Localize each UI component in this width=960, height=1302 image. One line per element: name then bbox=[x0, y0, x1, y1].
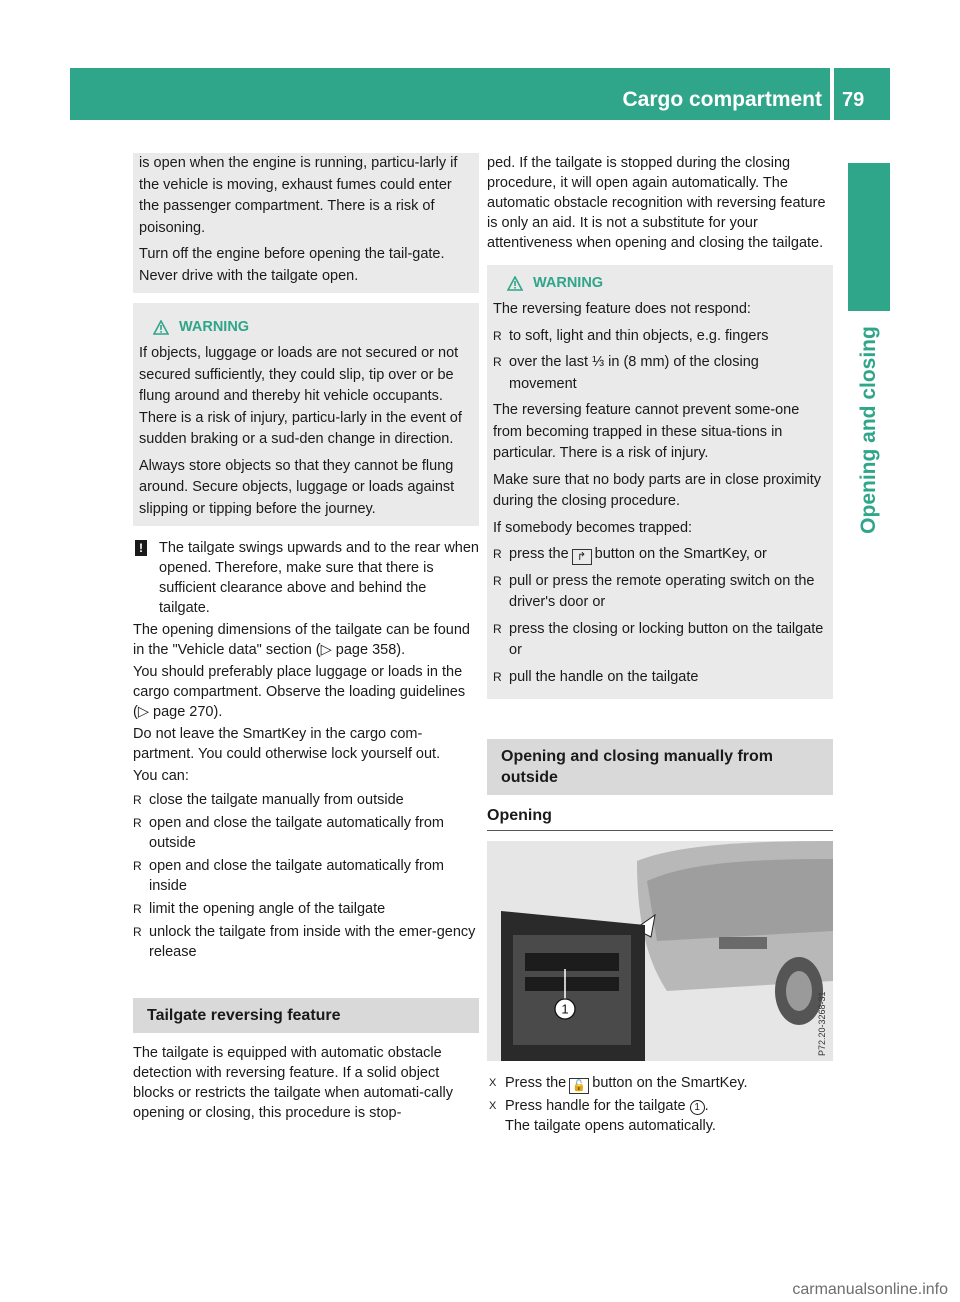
warning-paragraph: If somebody becomes trapped: bbox=[493, 519, 693, 536]
section-heading: Tailgate reversing feature bbox=[133, 998, 479, 1033]
bullet-mark: R bbox=[133, 816, 142, 830]
warning-title: WARNING bbox=[179, 319, 250, 335]
bullet-mark: R bbox=[493, 547, 502, 561]
warning-paragraph: is open when the engine is running, particu-larly if the vehicle is moving, exhaust fumes could enter the passenger compartment. There is a risk of poisoning. bbox=[139, 155, 458, 236]
step-text: Press the bbox=[505, 1075, 567, 1091]
body-paragraph: ped. If the tailgate is stopped during the closing procedure, it will open again automatically. The automatic obstacle recognition with reversing feature is only an aid. It is not a substitute for your attentiveness when opening and closing the tailgate. bbox=[487, 155, 826, 251]
page-number: 79 bbox=[842, 89, 865, 111]
options-list bbox=[133, 790, 479, 962]
warning-paragraph: Make sure that no body parts are in close proximity during the closing procedure. bbox=[493, 471, 822, 509]
list-item-text: open and close the tailgate automatically from inside bbox=[149, 858, 445, 894]
list-item-text: press the bbox=[509, 546, 569, 562]
step-mark: X bbox=[489, 1100, 497, 1112]
tailgate-handle-figure bbox=[487, 841, 833, 1061]
side-tab-label: Opening and closing bbox=[857, 326, 880, 534]
bullet-mark: R bbox=[133, 793, 142, 807]
note-block bbox=[133, 538, 479, 618]
bullet-mark: R bbox=[493, 328, 502, 343]
list-item bbox=[133, 856, 479, 896]
list-item-text: open and close the tailgate automatically from outside bbox=[149, 815, 445, 851]
list-item bbox=[493, 352, 827, 395]
body-paragraph: You can: bbox=[133, 768, 189, 784]
figure-callout-number: 1 bbox=[561, 1001, 569, 1017]
steps-list bbox=[487, 1073, 833, 1136]
bullet-mark: R bbox=[133, 902, 142, 916]
warning-paragraph: The reversing feature cannot prevent some-one from becoming trapped in these situa-tions in particular. There is a risk of injury. bbox=[493, 402, 800, 461]
warning-header bbox=[139, 317, 473, 337]
warning-title: WARNING bbox=[533, 275, 604, 291]
list-item-text: limit the opening angle of the tailgate bbox=[149, 901, 386, 917]
bullet-mark: R bbox=[493, 573, 502, 588]
header-separator bbox=[830, 68, 834, 120]
list-item-text: button on the SmartKey, or bbox=[594, 546, 767, 562]
step-mark: X bbox=[489, 1077, 497, 1089]
warning-triangle-icon bbox=[507, 276, 523, 291]
step-text: . bbox=[704, 1098, 709, 1114]
list-item-text: pull or press the remote operating switch on the driver's door or bbox=[509, 572, 815, 610]
left-column bbox=[133, 153, 479, 1123]
body-paragraph: The tailgate is equipped with automatic obstacle detection with reversing feature. If a solid object blocks or restricts the tailgate when automati-cally opening or closing, this procedure is stop- bbox=[133, 1045, 453, 1121]
step-item bbox=[487, 1096, 833, 1136]
list-item-text: unlock the tailgate from inside with the emer-gency release bbox=[149, 924, 476, 960]
note-text: The tailgate swings upwards and to the rear when opened. Therefore, make sure that there is sufficient clearance above and behind the tailgate. bbox=[159, 540, 479, 616]
warning-header bbox=[493, 273, 827, 293]
tailgate-button-icon: ↱ bbox=[572, 549, 592, 565]
bullet-mark: R bbox=[493, 669, 502, 684]
unlock-button-icon: 🔓 bbox=[569, 1078, 589, 1094]
step-text: Press handle for the tailgate bbox=[505, 1098, 686, 1114]
list-item-text: close the tailgate manually from outside bbox=[149, 792, 404, 808]
sub-heading: Opening bbox=[487, 805, 833, 831]
list-item-text: pull the handle on the tailgate bbox=[509, 668, 699, 685]
warning-box-continued bbox=[133, 153, 479, 293]
bullet-mark: R bbox=[493, 621, 502, 636]
list-item bbox=[133, 922, 479, 962]
callout-number-icon: 1 bbox=[690, 1100, 705, 1115]
warning-triangle-icon bbox=[153, 320, 169, 335]
list-item-text: over the last ⅓ in (8 mm) of the closing movement bbox=[509, 354, 759, 392]
warning-list bbox=[493, 326, 827, 396]
step-text: button on the SmartKey. bbox=[592, 1075, 748, 1091]
warning-box-objects bbox=[133, 303, 479, 526]
figure-code: P72.20-3268-31 bbox=[817, 991, 827, 1056]
body-paragraph: Do not leave the SmartKey in the cargo com-partment. You could otherwise lock yourself out. bbox=[133, 726, 441, 762]
trapped-list bbox=[493, 544, 827, 688]
exclamation-icon: ! bbox=[135, 540, 147, 556]
bullet-mark: R bbox=[133, 925, 142, 939]
section-heading: Opening and closing manually from outside bbox=[487, 739, 833, 795]
list-item-text: press the closing or locking button on the tailgate or bbox=[509, 620, 824, 658]
list-item bbox=[493, 571, 827, 614]
list-item bbox=[493, 667, 827, 689]
warning-box-reversing bbox=[487, 265, 833, 699]
list-item bbox=[493, 619, 827, 662]
list-item bbox=[133, 899, 479, 919]
list-item bbox=[493, 544, 827, 566]
step-item bbox=[487, 1073, 833, 1094]
warning-paragraph: Always store objects so that they cannot be flung around. Secure objects, luggage or loads against slipping or tipping before the journey. bbox=[139, 457, 455, 517]
bullet-mark: R bbox=[133, 859, 142, 873]
chapter-title: Cargo compartment bbox=[622, 88, 822, 111]
list-item bbox=[133, 790, 479, 810]
list-item bbox=[493, 326, 827, 348]
right-column bbox=[487, 153, 833, 1138]
watermark: carmanualsonline.info bbox=[792, 1281, 948, 1298]
step-result: The tailgate opens automatically. bbox=[505, 1118, 716, 1134]
bullet-mark: R bbox=[493, 355, 502, 369]
warning-paragraph: If objects, luggage or loads are not secured or not secured sufficiently, they could slip, tip over or be flung around and thereby hit vehicle occupants. There is a risk of injury, particu-larly in the event of sudden braking or a sud-den change in direction. bbox=[139, 345, 462, 447]
warning-paragraph: Turn off the engine before opening the tail-gate. Never drive with the tailgate open. bbox=[139, 246, 445, 284]
body-paragraph: You should preferably place luggage or loads in the cargo compartment. Observe the loading guidelines (▷ page 270). bbox=[133, 664, 466, 720]
list-item bbox=[133, 813, 479, 853]
body-paragraph: The opening dimensions of the tailgate can be found in the "Vehicle data" section (▷ page 358). bbox=[133, 622, 470, 658]
warning-paragraph: The reversing feature does not respond: bbox=[493, 301, 751, 317]
list-item-text: to soft, light and thin objects, e.g. fingers bbox=[509, 327, 769, 344]
